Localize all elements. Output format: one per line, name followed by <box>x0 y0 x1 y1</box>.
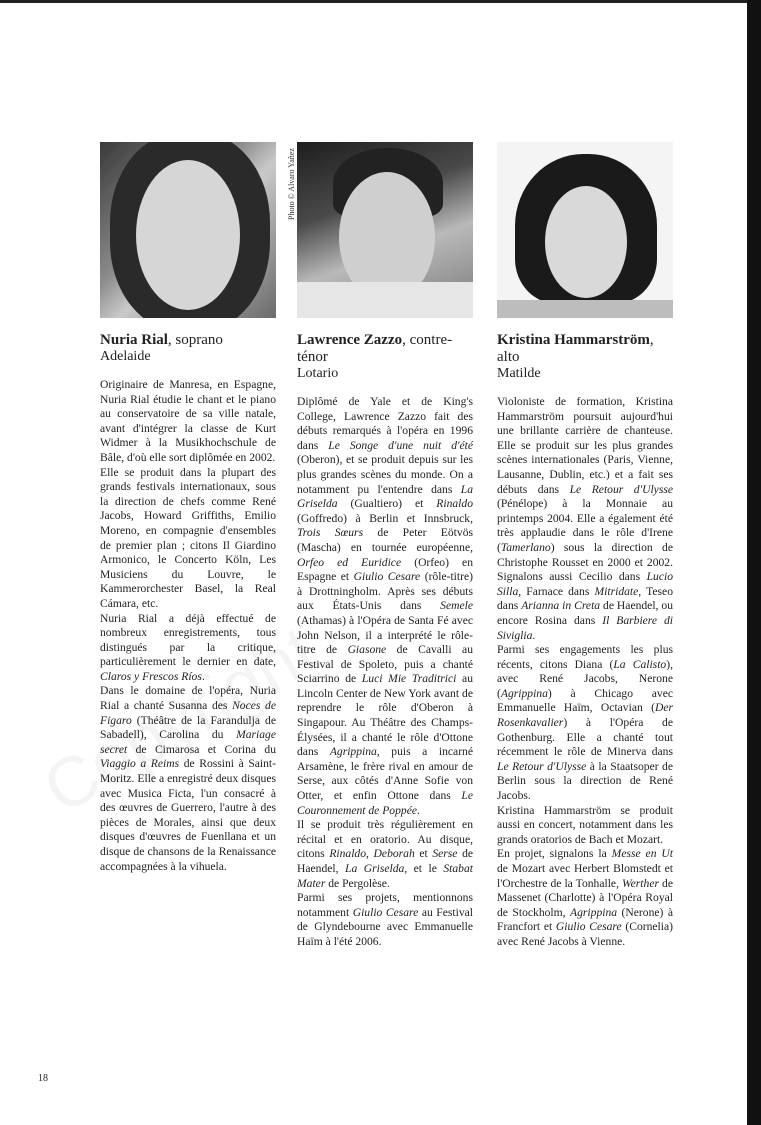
bio-paragraph: Violoniste de formation, Kristina Hammarström poursuit aujourd'hui une brillante carrière de chanteuse. Elle se produit sur les plus grandes scènes internationales (Paris, Vienne, Lausanne, Dublin, etc.) et a fait ses débuts dans Le Retour d'Ulysse (Pénélope) à la Monnaie au printemps 2004. Elle a également été très applaudie dans le rôle d'Irene (Tamerlano) sous la direction de Christophe Rousset en 2000 et 2002. Signalons aussi Cecilio dans Lucio Silla, Farnace dans Mitridate, Teseo dans Arianna in Creta de Haendel, ou encore Rosina dans Il Barbiere di Siviglia. <box>497 395 674 642</box>
artist-name: Kristina Hammarström <box>497 332 650 348</box>
artist-name: Nuria Rial <box>100 332 168 348</box>
artist-voice: , soprano <box>167 332 223 348</box>
portrait-photo-kristina-hammarstrom <box>497 142 673 318</box>
page-right-edge <box>747 0 761 1125</box>
artist-column-kristina-hammarstrom <box>497 142 673 950</box>
page-top-edge <box>0 0 761 3</box>
artist-role: Adelaide <box>100 349 151 364</box>
bio-paragraph: Nuria Rial a déjà effectué de nombreux enregistrements, tous distingués par la critique, particulièrement le dernier en date, Claros y Frescos Ríos. <box>100 611 276 683</box>
bio-paragraph: Il se produit très régulièrement en récital et en oratorio. Au disque, citons Rinaldo, Deborah et Serse de Haendel, La Griselda, et le Stabat Mater de Pergolèse. <box>297 818 474 890</box>
artist-name: Lawrence Zazzo <box>297 332 403 348</box>
artist-role: Matilde <box>497 366 541 381</box>
bio-paragraph: Parmi ses projets, mentionnons notamment Giulio Cesare au Festival de Glyndebourne avec Emmanuelle Haïm à l'été 2006. <box>297 891 473 948</box>
portrait-photo-lawrence-zazzo <box>297 142 473 318</box>
artist-heading <box>297 332 473 366</box>
bio-paragraph: Kristina Hammarström se produit aussi en concert, notamment dans les grands oratorios de Bach et Mozart. <box>497 803 673 846</box>
artist-heading <box>100 332 276 349</box>
artist-column-nuria-rial <box>100 142 276 874</box>
bio-paragraph: Originaire de Manresa, en Espagne, Nuria Rial étudie le chant et le piano au conservatoire de sa ville natale, avant d'intégrer la classe de Kurt Widmer à la Musikhochschule de Bâle, d'où elle sort diplômée en 2002. <box>100 378 276 464</box>
bio-paragraph: Elle se produit dans la plupart des grands festivals internationaux, sous la direction de chefs comme René Jacobs, Howard Griffiths, Emilio Moreno, en compagnie d'ensembles de premier plan ; citons Il Giardino Armonico, le Concerto Köln, Les Musiciens du Louvre, le Kammerorchester Basel, la Real Cámara, etc. <box>100 465 276 610</box>
bio-paragraph: Parmi ses engagements les plus récents, citons Diana (La Calisto), avec René Jacobs, Nerone (Agrippina) à Chicago avec Emmanuelle Haïm, Octavian (Der Rosenkavalier) à l'Opéra de Gothenburg. Elle a chanté tout récemment le rôle de Minerva dans Le Retour d'Ulysse à la Staatsoper de Berlin sous la direction de René Jacobs. <box>497 643 673 803</box>
page-number: 18 <box>38 1073 48 1084</box>
bio-paragraph: Diplômé de Yale et de King's College, Lawrence Zazzo fait des débuts remarqués à l'opéra en 1996 dans Le Songe d'une nuit d'été (Oberon), et se produit depuis sur les plus grandes scènes du monde. On a notamment pu l'entendre dans La Griselda (Gualtiero) et Rinaldo (Goffredo) à Berlin et Innsbruck, Trois Sœurs de Peter Eötvös (Mascha) en tournée européenne, Orfeo ed Euridice (Orfeo) en Espagne et Giulio Cesare (rôle-titre) à Drottningholm. Après ses débuts aux États-Unis dans Semele (Athamas) à l'Opéra de Santa Fé avec John Nelson, il a interprété le rôle-titre de Giasone de Cavalli au Festival de Spoleto, puis a chanté Sciarrino de Luci Mie Traditrici au Lincoln Center de New York avant de reprendre le rôle d'Oberon à Singapour. Au Théâtre des Champs-Élysées, il a chanté le rôle d'Ottone dans Agrippina, puis a incarné Arsamène, le frère rival en amour de Serse, aux côtés d'Anne Sofie von Otter, et enfin Ottone dans Le Couronnement de Poppée. <box>297 395 474 817</box>
artist-heading <box>497 332 673 366</box>
artist-column-lawrence-zazzo <box>297 142 473 950</box>
bio-paragraph: Dans le domaine de l'opéra, Nuria Rial a chanté Susanna des Noces de Figaro (Théâtre de la Farandulja de Sabadell), Carolina du Mariage secret de Cimarosa et Corina du Viaggio a Reims de Rossini à Saint-Moritz. Elle a enregistré deux disques avec Musica Ficta, l'un consacré à des œuvres de Guerrero, l'autre à des pièces de Morales, ainsi que deux disques d'œuvres de Fuenllana et un disque de chansons de la Renaissance accompagnées à la vihuela. <box>100 684 277 873</box>
portrait-photo-nuria-rial <box>100 142 276 318</box>
photo-credit: Photo © Alvaro Yañez <box>287 148 296 220</box>
artist-voice: , contre-ténor <box>297 332 453 365</box>
artist-voice: , alto <box>497 332 654 365</box>
bio-paragraph: En projet, signalons la Messe en Ut de Mozart avec Herbert Blomstedt et l'Orchestre de la Tonhalle, Werther de Massenet (Charlotte) à l'Opéra Royal de Stockholm, Agrippina (Nerone) à Francfort et Giulio Cesare (Cornelia) avec René Jacobs à Vienne. <box>497 847 673 948</box>
artist-role: Lotario <box>297 366 339 381</box>
